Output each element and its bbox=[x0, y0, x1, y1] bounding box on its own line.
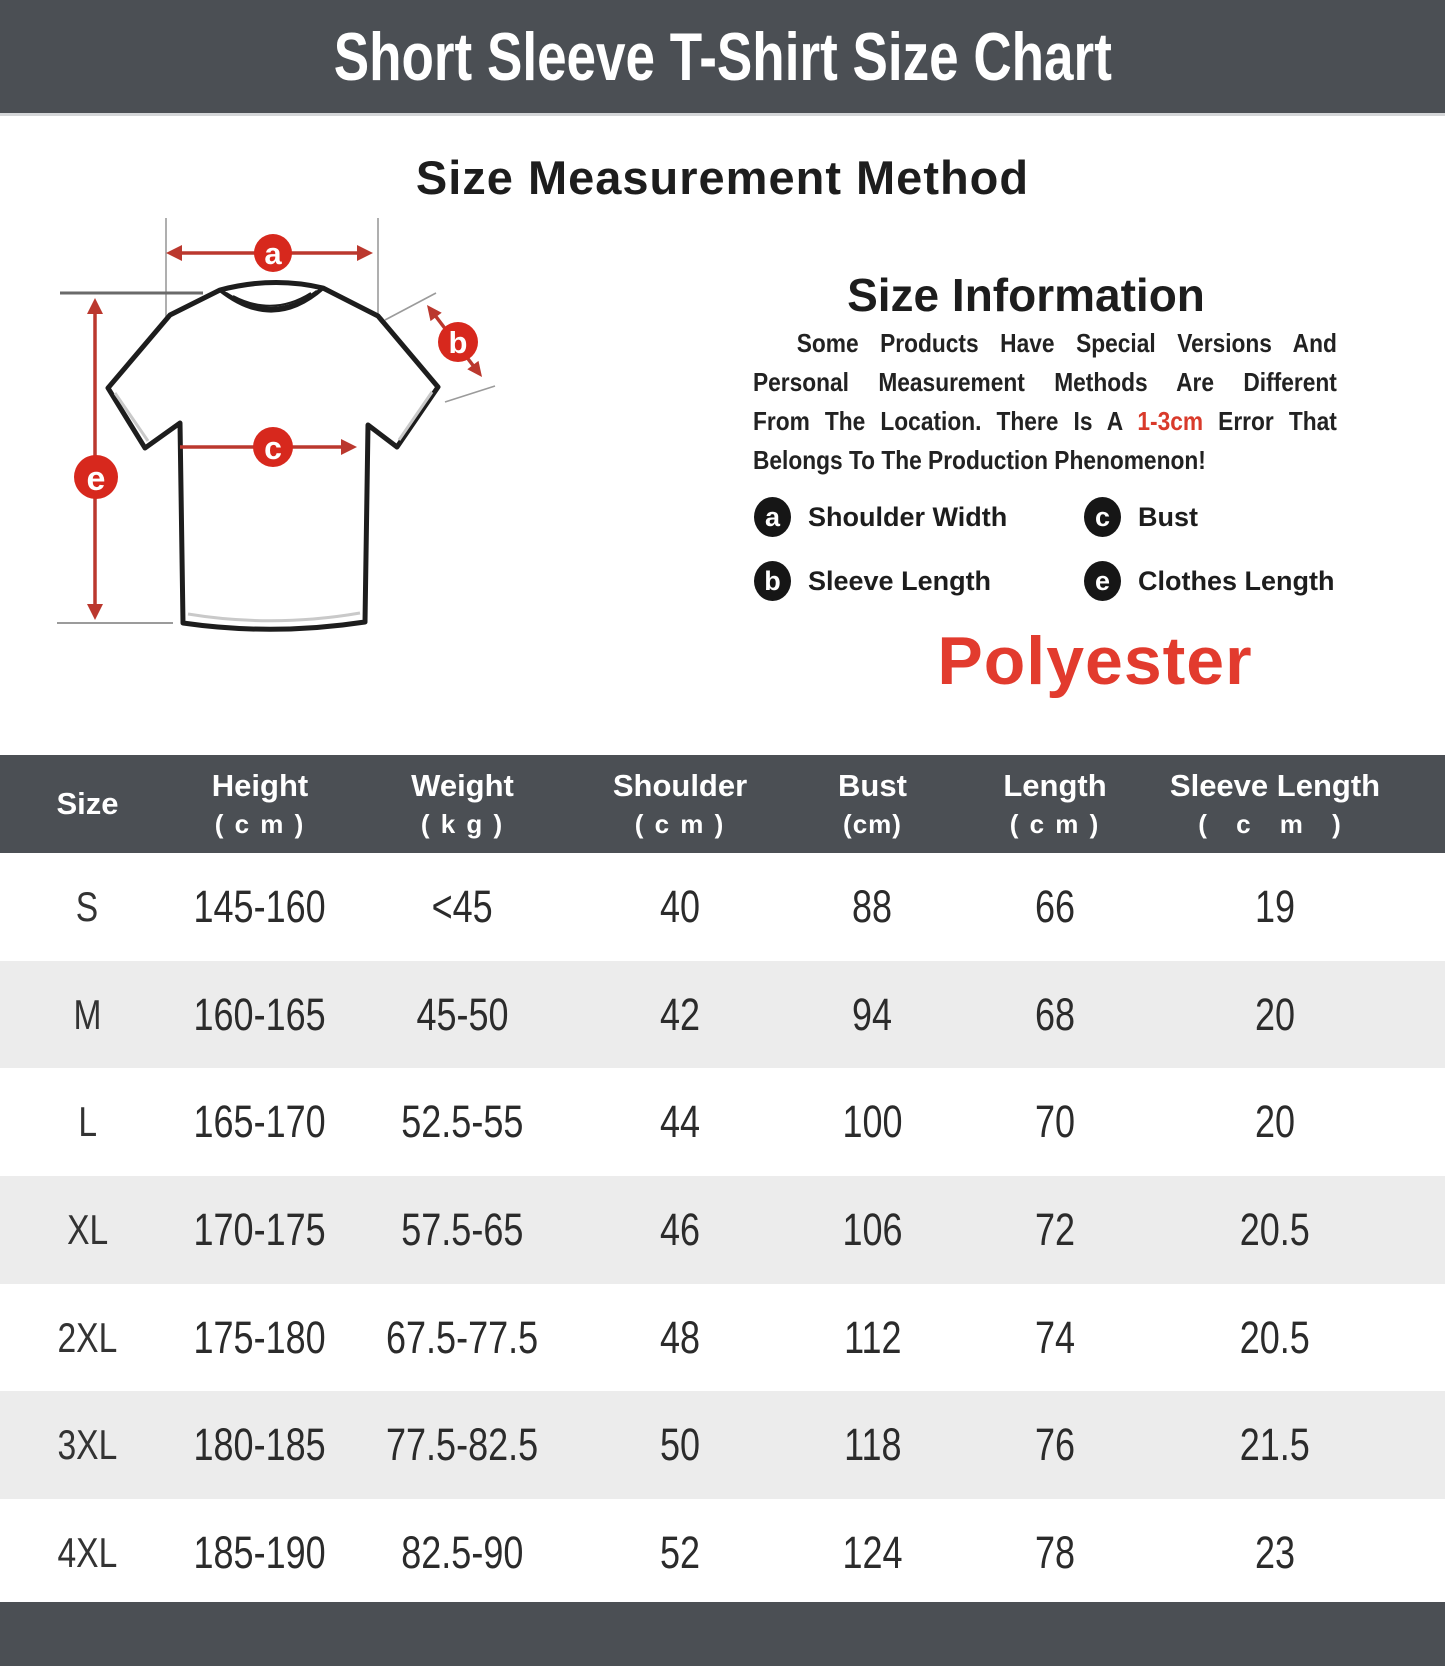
legend-badge-b: b bbox=[754, 561, 791, 601]
page-title: Short Sleeve T-Shirt Size Chart bbox=[333, 18, 1112, 95]
diagram-label-e bbox=[74, 455, 118, 499]
tshirt-measurement-diagram bbox=[55, 210, 505, 640]
measurement-legend bbox=[754, 497, 1335, 601]
table-header-row bbox=[0, 755, 1445, 853]
svg-text:e: e bbox=[86, 460, 106, 498]
legend-label: Bust bbox=[1138, 501, 1198, 532]
info-line-pre: From The Location. There Is A bbox=[753, 406, 1138, 436]
legend-badge-e: e bbox=[1084, 561, 1121, 601]
size-information-title: Size Information bbox=[847, 269, 1205, 321]
info-line: Belongs To The Production Phenomenon! bbox=[753, 445, 1206, 475]
legend-label: Shoulder Width bbox=[808, 501, 1008, 532]
legend-item-clothes-length bbox=[1084, 561, 1335, 601]
legend-item-bust bbox=[1084, 497, 1335, 537]
svg-text:a: a bbox=[264, 236, 282, 271]
column-header-sleeve-length: Sleeve Length ( c m ) bbox=[1169, 768, 1381, 839]
measurement-method-title: Size Measurement Method bbox=[415, 151, 1030, 204]
table-row-2xl: 2XL 175-180 67.5-77.5 48 112 74 20.5 bbox=[57, 1311, 1311, 1363]
size-information-text bbox=[753, 324, 1337, 480]
legend-badge-c: c bbox=[1084, 497, 1121, 537]
info-line: Personal Measurement Methods Are Different bbox=[753, 367, 1337, 397]
diagram-label-b bbox=[438, 322, 478, 362]
size-table bbox=[0, 755, 1445, 1607]
material-label: Polyester bbox=[937, 623, 1253, 699]
legend-label: Sleeve Length bbox=[808, 565, 992, 596]
table-row-3xl: 3XL 180-185 77.5-82.5 50 118 76 21.5 bbox=[0, 1391, 1445, 1499]
column-header-weight: Weight ( k g ) bbox=[411, 768, 514, 839]
legend-badge-a: a bbox=[754, 497, 791, 537]
legend-label: Clothes Length bbox=[1138, 565, 1335, 596]
column-header-length: Length ( c m ) bbox=[1003, 768, 1107, 839]
diagram-label-c bbox=[253, 427, 293, 467]
info-line bbox=[753, 402, 1337, 441]
column-header-height: Height ( c m ) bbox=[211, 768, 309, 839]
legend-item-sleeve-length bbox=[754, 561, 1084, 601]
column-header-bust: Bust (cm) bbox=[838, 768, 907, 839]
column-header-shoulder: Shoulder ( c m ) bbox=[612, 768, 748, 839]
diagram-label-a bbox=[254, 234, 292, 272]
table-row-m: M 160-165 45-50 42 94 68 20 bbox=[0, 961, 1445, 1069]
legend-item-shoulder-width bbox=[754, 497, 1084, 537]
table-row-xl: XL 170-175 57.5-65 46 106 72 20.5 bbox=[0, 1176, 1445, 1284]
svg-text:c: c bbox=[264, 430, 282, 466]
title-banner bbox=[0, 0, 1445, 116]
info-line-post: Error That bbox=[1203, 406, 1337, 436]
column-header-size: Size bbox=[56, 786, 119, 821]
svg-text:b: b bbox=[448, 325, 468, 360]
guide-line bbox=[445, 386, 495, 402]
table-row-s: S 145-160 <45 40 88 66 19 bbox=[76, 880, 1296, 932]
info-line: Some Products Have Special Versions And bbox=[796, 328, 1337, 358]
table-row-4xl: 4XL 185-190 82.5-90 52 124 78 23 bbox=[57, 1526, 1296, 1578]
table-row-l: L 165-170 52.5-55 44 100 70 20 bbox=[78, 1096, 1296, 1148]
tolerance-highlight: 1-3cm bbox=[1137, 406, 1204, 436]
footer-band bbox=[0, 1602, 1445, 1666]
